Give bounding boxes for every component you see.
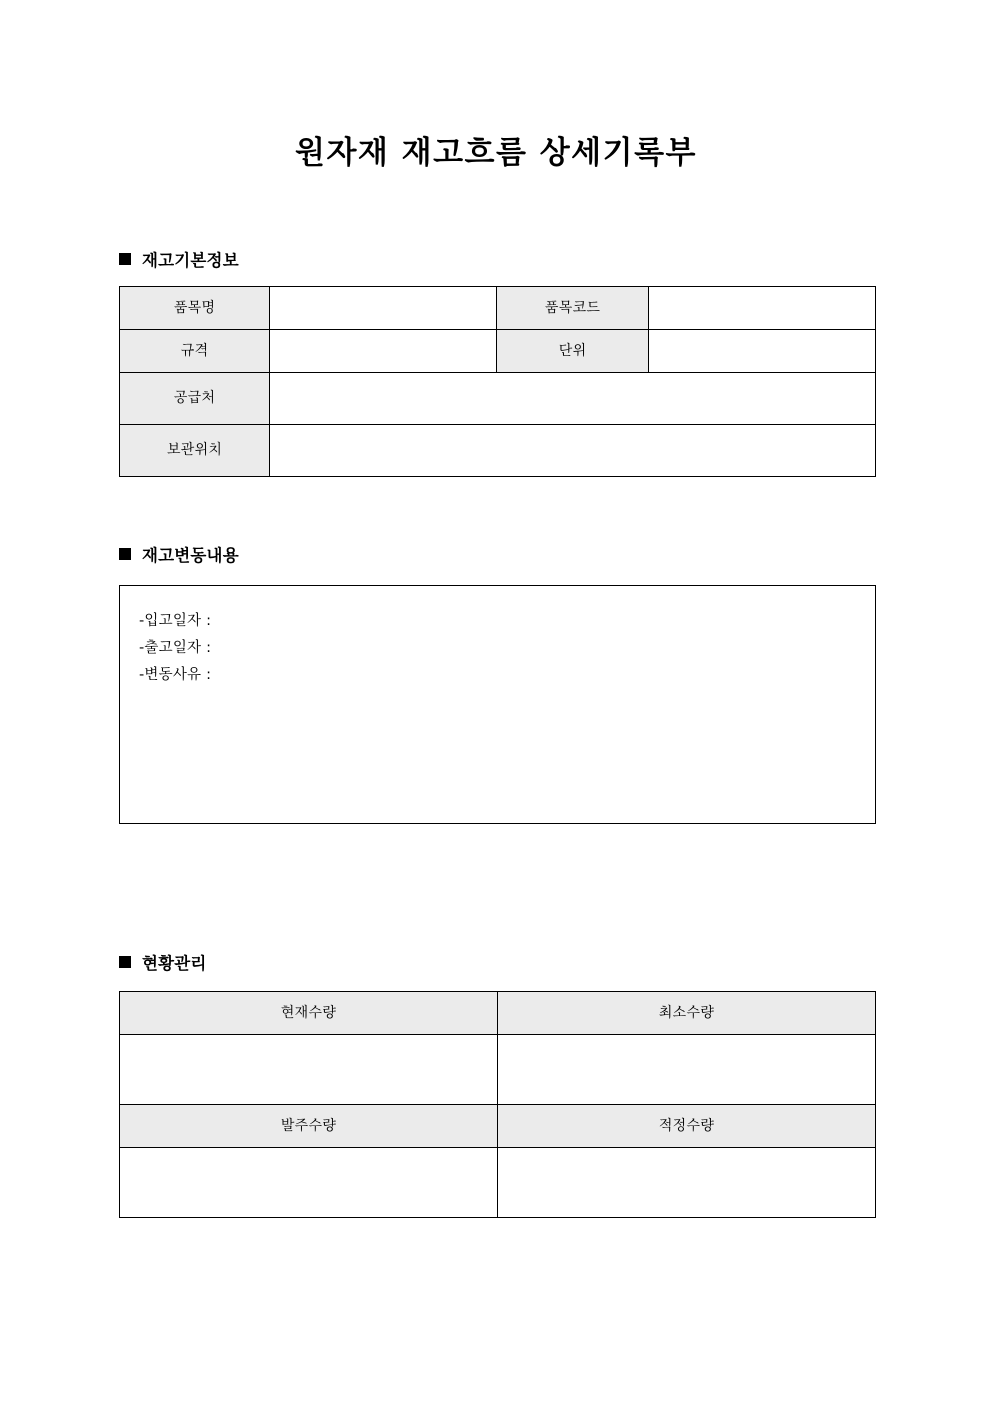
bullet-square-icon	[119, 253, 131, 265]
section-heading-status-management-label: 현황관리	[142, 954, 207, 973]
memo-line-inbound-date: -입고일자 :	[139, 613, 212, 629]
section-heading-basic-info-label: 재고기본정보	[142, 251, 239, 270]
header-order-quantity: 발주수량	[120, 1105, 498, 1148]
field-unit[interactable]	[648, 330, 875, 373]
basic-info-table	[119, 286, 876, 477]
label-item-name: 품목명	[120, 287, 270, 330]
table-row	[120, 992, 876, 1035]
bullet-square-icon	[119, 956, 131, 968]
label-storage-location: 보관위치	[120, 425, 270, 477]
page-title: 원자재 재고흐름 상세기록부	[295, 135, 697, 171]
table-row	[120, 287, 876, 330]
label-item-code: 품목코드	[497, 287, 648, 330]
stock-change-memo-box[interactable]	[119, 585, 876, 824]
field-order-quantity[interactable]	[120, 1148, 498, 1218]
status-management-table	[119, 991, 876, 1218]
table-row	[120, 1035, 876, 1105]
field-specification[interactable]	[270, 330, 497, 373]
label-supplier: 공급처	[120, 373, 270, 425]
table-row	[120, 373, 876, 425]
header-current-quantity: 현재수량	[120, 992, 498, 1035]
section-heading-basic-info	[119, 249, 239, 273]
field-supplier[interactable]	[270, 373, 876, 425]
section-heading-status-management	[119, 952, 207, 976]
table-row	[120, 1148, 876, 1218]
table-row	[120, 425, 876, 477]
header-minimum-quantity: 최소수량	[498, 992, 876, 1035]
label-specification: 규격	[120, 330, 270, 373]
memo-line-change-reason: -변동사유 :	[139, 667, 212, 683]
field-optimal-quantity[interactable]	[498, 1148, 876, 1218]
table-row	[120, 330, 876, 373]
bullet-square-icon	[119, 548, 131, 560]
field-item-code[interactable]	[648, 287, 875, 330]
field-minimum-quantity[interactable]	[498, 1035, 876, 1105]
field-current-quantity[interactable]	[120, 1035, 498, 1105]
header-optimal-quantity: 적정수량	[498, 1105, 876, 1148]
label-unit: 단위	[497, 330, 648, 373]
section-heading-stock-change	[119, 544, 239, 568]
memo-line-outbound-date: -출고일자 :	[139, 640, 212, 656]
field-storage-location[interactable]	[270, 425, 876, 477]
table-row	[120, 1105, 876, 1148]
field-item-name[interactable]	[270, 287, 497, 330]
section-heading-stock-change-label: 재고변동내용	[142, 546, 239, 565]
